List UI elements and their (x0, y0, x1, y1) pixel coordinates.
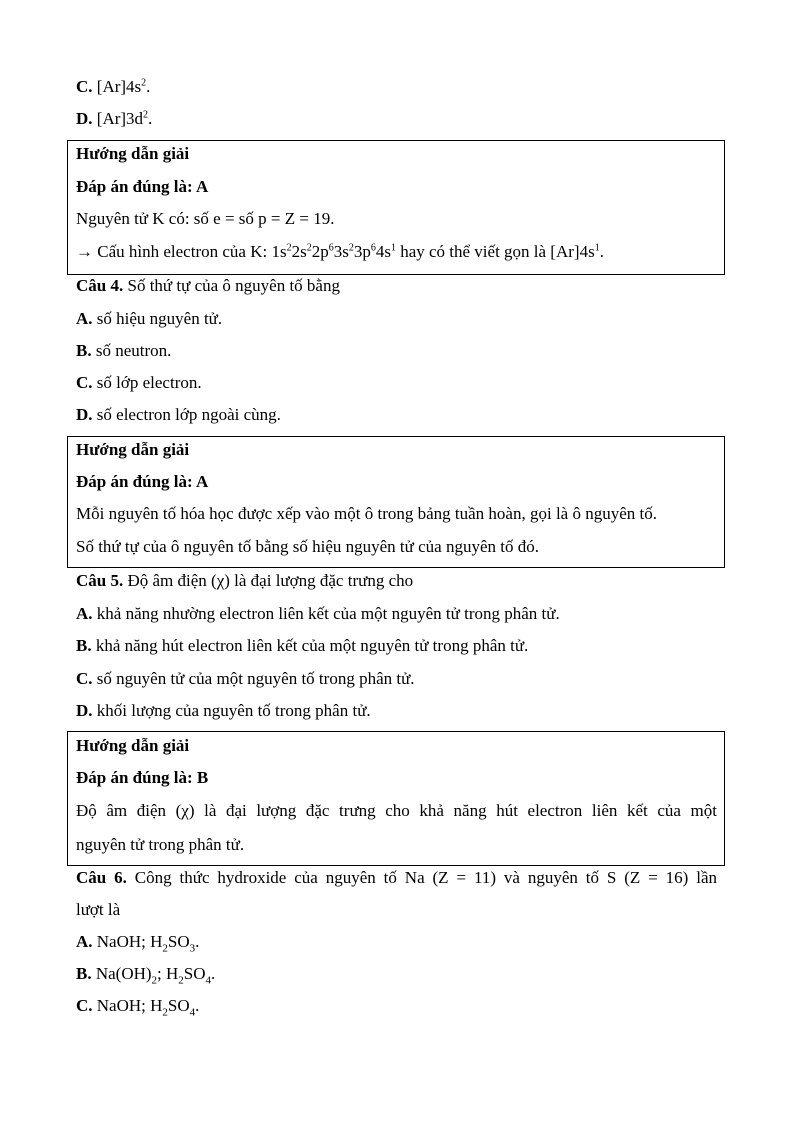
q6-option-a: A. NaOH; $H_2SO_3$. (76, 932, 200, 955)
question-6-continued: lượt là (76, 900, 121, 919)
question-4: Câu 4. Số thứ tự của ô nguyên tố bằng (76, 276, 340, 295)
solution-heading: Hướng dẫn giải (76, 144, 190, 163)
solution-text: Nguyên tử K có: số e = số p = Z = 19. (76, 209, 335, 228)
solution-heading: Hướng dẫn giải (76, 736, 190, 755)
q6-option-b: B. $Na(OH)_2$; $H_2SO_4$. (76, 964, 216, 987)
q4-option-c: C. số lớp electron. (76, 373, 202, 392)
solution-heading: Hướng dẫn giải (76, 440, 190, 459)
solution-text: Độ âm điện (χ) là đại lượng đặc trưng cho khả năng hút electron liên kết của một (76, 801, 717, 820)
solution-text: Số thứ tự của ô nguyên tố bằng số hiệu nguyên tử của nguyên tố đó. (76, 537, 539, 556)
q4-option-a: A. số hiệu nguyên tử. (76, 309, 223, 328)
solution-box-q3 (67, 140, 725, 275)
electron-configuration: → Cấu hình electron của K: $1s^22s^22p^63s^23p^64s^1$ hay có thể viết gọn là $[Ar]4s^1$. (76, 242, 604, 261)
q5-option-c: C. số nguyên tử của một nguyên tố trong phân tử. (76, 669, 415, 688)
q4-option-b: B. số neutron. (76, 341, 172, 360)
q5-option-a: A. khả năng nhường electron liên kết của một nguyên tử trong phân tử. (76, 604, 560, 623)
q5-option-d: D. khối lượng của nguyên tố trong phân tử. (76, 701, 371, 720)
q4-option-d: D. số electron lớp ngoài cùng. (76, 405, 281, 424)
question-5: Câu 5. Độ âm điện (χ) là đại lượng đặc trưng cho (76, 571, 414, 590)
question-6: Câu 6. Công thức hydroxide của nguyên tố Na (Z = 11) và nguyên tố S (Z = 16) lần (76, 868, 718, 887)
answer-line: Đáp án đúng là: A (76, 177, 209, 196)
q5-option-b: B. khả năng hút electron liên kết của một nguyên tử trong phân tử. (76, 636, 529, 655)
solution-box-q4 (67, 436, 725, 568)
answer-line: Đáp án đúng là: A (76, 472, 209, 491)
solution-text: Mỗi nguyên tố hóa học được xếp vào một ô trong bảng tuần hoàn, gọi là ô nguyên tố. (76, 504, 657, 523)
answer-line: Đáp án đúng là: B (76, 768, 209, 787)
q6-option-c: C. NaOH; $H_2SO_4$. (76, 996, 200, 1019)
solution-box-q5 (67, 731, 725, 866)
solution-text: nguyên tử trong phân tử. (76, 835, 245, 854)
q3-option-c: C. $[Ar]4s^2$. (76, 77, 151, 96)
q3-option-d: D. $[Ar]3d^2$. (76, 109, 153, 128)
